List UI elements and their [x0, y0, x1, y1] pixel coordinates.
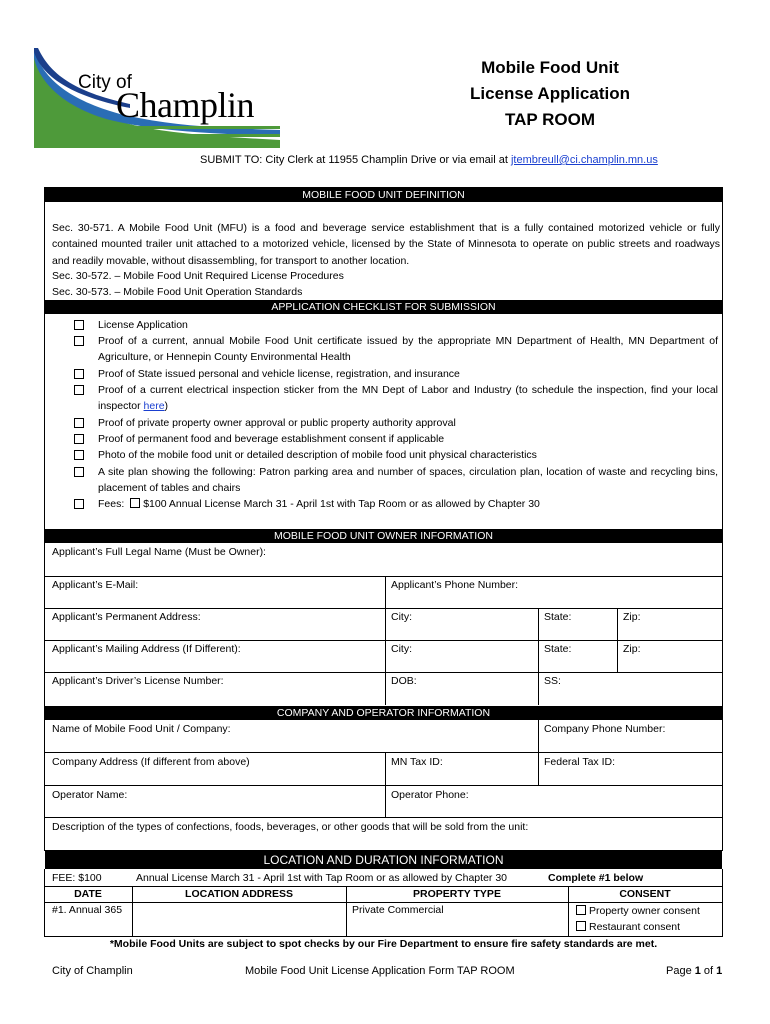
- fed-tax-label: Federal Tax ID:: [544, 756, 616, 768]
- footer-page: [666, 965, 722, 977]
- operator-phone-label: Operator Phone:: [391, 789, 469, 801]
- divider: [45, 608, 722, 609]
- footer-center: Mobile Food Unit License Application Form TAP ROOM: [245, 965, 515, 977]
- col-date: DATE: [74, 888, 102, 900]
- divider: [617, 608, 618, 672]
- checklist-item-text: Proof of State issued personal and vehicle license, registration, and insurance: [98, 368, 460, 380]
- divider: [346, 886, 347, 936]
- divider: [45, 672, 722, 673]
- ss-label: SS:: [544, 675, 561, 687]
- consent-restaurant-text: Restaurant consent: [589, 921, 681, 933]
- divider: [44, 936, 723, 937]
- checkbox[interactable]: [74, 418, 84, 428]
- divider: [45, 640, 722, 641]
- checkbox[interactable]: [74, 385, 84, 395]
- divider: [538, 720, 539, 785]
- divider: [132, 886, 133, 936]
- company-name-label: Name of Mobile Food Unit / Company:: [52, 723, 231, 735]
- divider: [538, 608, 539, 705]
- consent-restaurant: [576, 921, 680, 933]
- fees-label: Fees:: [98, 498, 125, 510]
- page-prefix: Page: [666, 965, 695, 977]
- company-phone-label: Company Phone Number:: [544, 723, 666, 735]
- email-label: Applicant’s E-Mail:: [52, 579, 139, 591]
- checklist-item-text-wrap: [98, 382, 718, 415]
- row-date: #1. Annual 365: [52, 904, 123, 916]
- page-title: [440, 55, 660, 133]
- title-line-2: License Application: [470, 84, 630, 103]
- sec-572: Sec. 30-572. – Mobile Food Unit Required License Procedures: [52, 270, 344, 282]
- consent-checkbox[interactable]: [576, 921, 586, 931]
- checkbox[interactable]: [74, 320, 84, 330]
- checklist-item-text: Photo of the mobile food unit or detailed description of mobile food unit physical characteristics: [98, 449, 537, 461]
- checklist-item-text: Proof of private property owner approval or public property authority approval: [98, 417, 456, 429]
- checkbox[interactable]: [74, 450, 84, 460]
- logo-name-text: Champlin: [116, 85, 254, 125]
- location-header: LOCATION AND DURATION INFORMATION: [45, 851, 722, 869]
- fire-note: *Mobile Food Units are subject to spot checks by our Fire Department to ensure fire safety standards are met.: [109, 938, 658, 950]
- owner-header: MOBILE FOOD UNIT OWNER INFORMATION: [45, 529, 722, 543]
- divider: [385, 576, 386, 705]
- divider: [45, 817, 722, 818]
- page-of: of: [700, 965, 717, 977]
- city-label: City:: [391, 611, 412, 623]
- submit-instructions: [200, 154, 658, 166]
- footer-left: City of Champlin: [52, 965, 133, 977]
- divider: [44, 886, 723, 887]
- description-label: Description of the types of confections, foods, beverages, or other goods that will be sold from the unit:: [52, 821, 529, 833]
- submit-text: SUBMIT TO: City Clerk at 11955 Champlin Drive or via email at: [200, 154, 511, 166]
- perm-address-label: Applicant’s Permanent Address:: [52, 611, 201, 623]
- checklist-item-text: License Application: [98, 319, 188, 331]
- license-label: Applicant’s Driver’s License Number:: [52, 675, 224, 687]
- complete-instruction: Complete #1 below: [548, 872, 644, 884]
- fees-line: [98, 496, 718, 512]
- divider: [45, 752, 722, 753]
- city-logo: [30, 48, 280, 148]
- checklist-item-text: Proof of a current, annual Mobile Food Unit certificate issued by the appropriate MN Department of Health, MN Department of Agriculture, or Hennepin County Environmental Health: [98, 335, 718, 364]
- here-link[interactable]: here: [143, 400, 165, 413]
- checkbox[interactable]: [74, 336, 84, 346]
- state-label: State:: [544, 611, 572, 623]
- checkbox[interactable]: [74, 499, 84, 509]
- sec-573: Sec. 30-573. – Mobile Food Unit Operation Standards: [52, 286, 303, 298]
- checkbox[interactable]: [74, 434, 84, 444]
- definition-header: MOBILE FOOD UNIT DEFINITION: [45, 188, 722, 202]
- checkbox[interactable]: [74, 467, 84, 477]
- zip-label: Zip:: [623, 611, 641, 623]
- divider: [45, 576, 722, 577]
- checklist-header: APPLICATION CHECKLIST FOR SUBMISSION: [45, 300, 722, 314]
- page-total: 1: [716, 965, 723, 977]
- col-consent: CONSENT: [619, 888, 671, 900]
- state-label: State:: [544, 643, 572, 655]
- divider: [722, 869, 723, 936]
- logo-city-text: City of: [78, 72, 132, 93]
- mn-tax-label: MN Tax ID:: [391, 756, 443, 768]
- title-line-1: Mobile Food Unit: [481, 58, 619, 77]
- checklist-item-text: A site plan showing the following: Patron parking area and number of spaces, circulation plan, location of waste and recycling bins, placement of tables and chairs: [98, 466, 718, 495]
- consent-owner: [576, 905, 700, 917]
- company-address-label: Company Address (If different from above): [52, 756, 250, 768]
- fee-description: Annual License March 31 - April 1st with Tap Room or as allowed by Chapter 30: [136, 872, 508, 884]
- col-address: LOCATION ADDRESS: [185, 888, 293, 900]
- phone-label: Applicant’s Phone Number:: [391, 579, 519, 591]
- operator-label: Operator Name:: [52, 789, 128, 801]
- paren-close: ): [164, 400, 169, 413]
- divider: [44, 869, 45, 936]
- row-type: Private Commercial: [352, 904, 444, 916]
- fees-text: $100 Annual License March 31 - April 1st with Tap Room or as allowed by Chapter 30: [143, 498, 540, 510]
- title-line-3: TAP ROOM: [504, 110, 596, 129]
- divider: [385, 752, 386, 817]
- zip-label: Zip:: [623, 643, 641, 655]
- dob-label: DOB:: [391, 675, 417, 687]
- divider: [568, 886, 569, 936]
- divider: [45, 785, 722, 786]
- full-name-label: Applicant’s Full Legal Name (Must be Owner):: [52, 546, 266, 558]
- col-type: PROPERTY TYPE: [413, 888, 501, 900]
- fee-label: FEE: $100: [52, 872, 102, 884]
- definition-body: Sec. 30-571. A Mobile Food Unit (MFU) is a food and beverage service establishment that is a fully contained motorized vehicle or fully contained mounted trailer unit attached to a motorized vehicle, licensed by the State of Minnesota to operate on public streets and roadways and readily movable, without disassembling, for transport to another location.: [52, 222, 720, 267]
- email-link[interactable]: jtembreull@ci.champlin.mn.us: [510, 154, 658, 166]
- company-header: COMPANY AND OPERATOR INFORMATION: [45, 706, 722, 720]
- checklist-item-text: Proof of a current electrical inspection sticker from the MN Dept of Labor and Industry (to schedule the inspection, find your local inspector: [98, 384, 718, 413]
- checklist-item-text: Proof of permanent food and beverage establishment consent if applicable: [98, 433, 445, 445]
- city-label: City:: [391, 643, 412, 655]
- checkbox[interactable]: [74, 369, 84, 379]
- divider: [44, 902, 723, 903]
- mail-address-label: Applicant’s Mailing Address (If Different):: [52, 643, 241, 655]
- page-number: 1: [694, 965, 701, 977]
- fee-checkbox[interactable]: [130, 498, 140, 508]
- consent-checkbox[interactable]: [576, 905, 586, 915]
- consent-owner-text: Property owner consent: [589, 905, 700, 917]
